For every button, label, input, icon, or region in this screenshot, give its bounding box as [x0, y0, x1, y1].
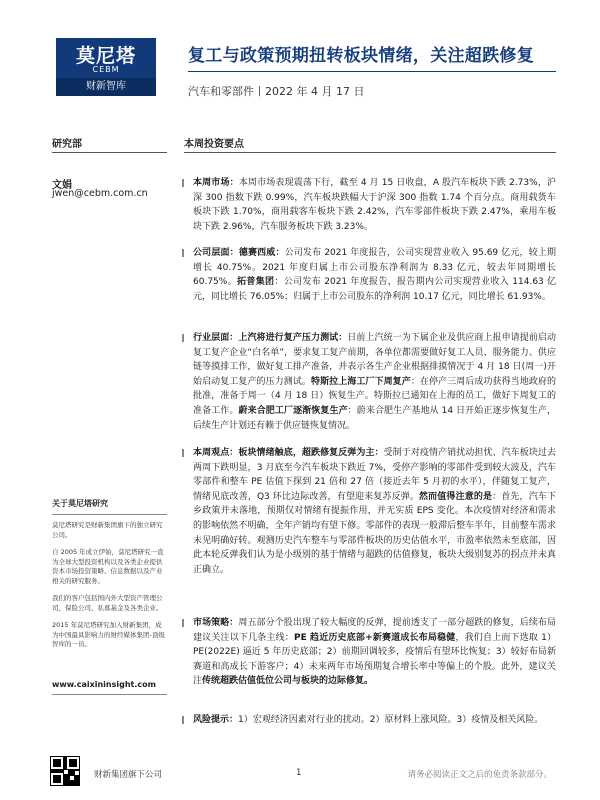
text-run: ：在停产三周后成功获得当地政府的批准，准备于周一（4 月 18 日）恢复生产。特斯拉已通知在上海的员工，做好下周复工的准备工作。	[193, 376, 556, 416]
paragraph-text	[193, 446, 556, 577]
report-title: 复工与政策预期扭转板块情绪，关注超跌修复	[188, 46, 534, 66]
brand-logo	[56, 38, 156, 96]
analyst-email[interactable]: jwen@cebm.com.cn	[52, 188, 148, 199]
text-run: 周五部分个股出现了较大幅度的反弹，提前透支了一部分超跌的修复，后续布局建议关注以下几条主线：	[193, 618, 556, 643]
bullet-marker	[182, 716, 189, 724]
page-number: 1	[296, 768, 302, 778]
bullet-marker	[182, 179, 189, 187]
text-run: 公司发布 2021 年度报告，公司实现营业收入 95.69 亿元，较上期增长 40.75%。2021 年度归属上市公司股东净利润为 8.33 亿元，较去年同期增长 60.75%。	[193, 248, 556, 288]
paragraph-text	[193, 246, 556, 304]
paragraph-text	[193, 616, 556, 689]
about-box	[52, 498, 167, 695]
key-point-view	[184, 446, 556, 577]
text-run: ，我们自上而下选取 1）PE(2022E) 逼近 5 年历史底部；2）前期回调较多，疫情后有望环比恢复；3）较好布局新赛道和高成长下游客户；4）未来两年市场预期复合增长率中等偏上的个股。此外，建议关注	[193, 632, 556, 687]
about-paragraph: 莫尼塔研究是财新集团旗下的独立研究公司。	[52, 521, 163, 539]
about-paragraph: 2015 年莫尼塔研究加入财新集团，成为中国最具影响力的财经媒体集团-顶级智库的一员。	[52, 621, 165, 648]
left-section-title: 研究部	[52, 139, 82, 150]
about-paragraph: 自 2005 年成立伊始，莫尼塔研究一直为全球大型投资机构以及各类企业提供资本市场投资策略、信息数据以及产业相关的研究服务。	[52, 548, 164, 585]
key-point-strategy	[184, 616, 556, 689]
text-run: 日前上汽统一为下属企业及供应商上报申请提前启动复工复产企业“白名单”，要求复工复产前期，各单位都需要做好复工人员、服务能力、供应链等摸排工作，做好复工排产准备，并表示各生产企业根据排摸情况于 4 月 18 日(周一)开始启动复工复产的压力测试。	[193, 333, 556, 387]
paragraph-text	[193, 331, 556, 433]
text-run: ：蔚来合肥生产基地从 14 日开始正逐步恢复生产，后续生产计划还有赖于供应链恢复情况。	[193, 405, 556, 431]
text-run: 本周市场表现震荡下行，截至 4 月 15 日收盘，A 股汽车板块下跌 2.73%，沪深 300 指数下跌 0.99%，汽车板块跌幅大于沪深 300 指数 1.74 个百分点。商用载货车板块下跌 1.70%，商用载客车板块下跌 2.42%，汽车零部件板块下跌 2.47%，乘用车板块下跌 2.96%，汽车服务板块下跌 3.23%。	[193, 178, 556, 232]
bold-run: PE 趋近历史底部+新赛道成长布局稳健	[293, 632, 456, 643]
bold-run: 行业层面：上汽将进行复产压力测试：	[193, 333, 348, 343]
bold-run: 风险提示：	[193, 715, 239, 725]
bold-run: 蔚来合肥工厂逐渐恢复生产	[238, 405, 348, 416]
logo-parent: 财新智库	[56, 78, 156, 96]
report-subtitle: 汽车和零部件丨2022 年 4 月 17 日	[188, 85, 365, 98]
website-divider	[52, 694, 167, 695]
bullet-marker	[182, 619, 189, 627]
bold-run: 本周市场：	[193, 178, 239, 188]
logo-name-cn: 莫尼塔	[75, 45, 136, 67]
bold-run: 拓普集团	[237, 277, 275, 288]
bold-run: 公司层面：德赛西威：	[193, 248, 285, 258]
key-point-industry	[184, 331, 556, 433]
text-run: 1）宏观经济因素对行业的扰动。2）原材料上涨风险。3）疫情及相关风险。	[238, 715, 544, 725]
header-divider	[188, 71, 556, 72]
bold-run: 本周观点：板块情绪触底，超跌修复反弹为主：	[193, 448, 384, 458]
bullet-marker	[182, 449, 189, 457]
key-point-risk	[184, 713, 556, 728]
analyst-name: 文娟	[52, 180, 72, 191]
bold-run: 特斯拉上海工厂下周复产	[311, 376, 411, 387]
website-link[interactable]: www.caixininsight.com	[52, 679, 156, 689]
key-point-company	[184, 246, 556, 304]
about-divider	[52, 514, 167, 515]
text-run: 受制于对疫情产销扰动担忧、汽车板块过去两周下跌明显，3 月底至今汽车板块下跌近 7%，受停产影响的零部件受到较大波及，汽车零部件和整车 PE 估值下探到 21 倍和 27 倍（接近去年 5 月初的水平），伴随复工复产，情绪见底改善，Q3 环比边际改善，有望迎来复苏反弹。	[193, 448, 556, 502]
bold-run: 市场策略：	[193, 618, 239, 628]
paragraph-text	[193, 713, 556, 728]
qr-code-icon	[50, 756, 80, 786]
footer-disclaimer: 请务必阅读正文之后的免责条款部分。	[407, 770, 552, 780]
right-section-title: 本周投资要点	[184, 139, 244, 150]
logo-name-en: CEBM	[92, 65, 120, 74]
text-run: ：首先，汽车下乡政策并未落地，预期仅对情绪有提振作用，并无实质 EPS 变化。本次疫情对经济和需求的影响依然不明确，全年产销均有望下修。零部件的表现一般滞后整车半年，目前整车需求未见明确好转。观测历史汽车整车与零部件板块的历史估值水平，市盈率依然未至底部，因此本轮反弹我们认为是小级别的基于情绪与超跌的估值修复，板块大级别复苏的拐点并未真正确立。	[193, 491, 556, 575]
bullet-marker	[182, 334, 189, 342]
right-section-divider	[184, 152, 556, 153]
footer-company: 财新集团旗下公司	[94, 770, 163, 780]
about-title: 关于莫尼塔研究	[52, 499, 108, 508]
bullet-marker	[182, 249, 189, 257]
key-point-market	[184, 176, 556, 234]
text-run: ：公司发布 2021 年度报告，报告期内公司实现营业收入 114.63 亿元，同比增长 76.05%；归属于上市公司股东的净利润 10.17 亿元，同比增长 61.93%。	[193, 277, 556, 302]
bold-run: 然而值得注意的是	[419, 491, 493, 502]
paragraph-text	[193, 176, 556, 234]
bold-run: 传统超跌估值低位公司与板块的边际修复。	[202, 676, 374, 687]
about-paragraph: 我们的客户包括国内外大型资产管理公司、保险公司、私募基金及各类企业。	[52, 594, 163, 612]
left-section-divider	[52, 152, 167, 153]
